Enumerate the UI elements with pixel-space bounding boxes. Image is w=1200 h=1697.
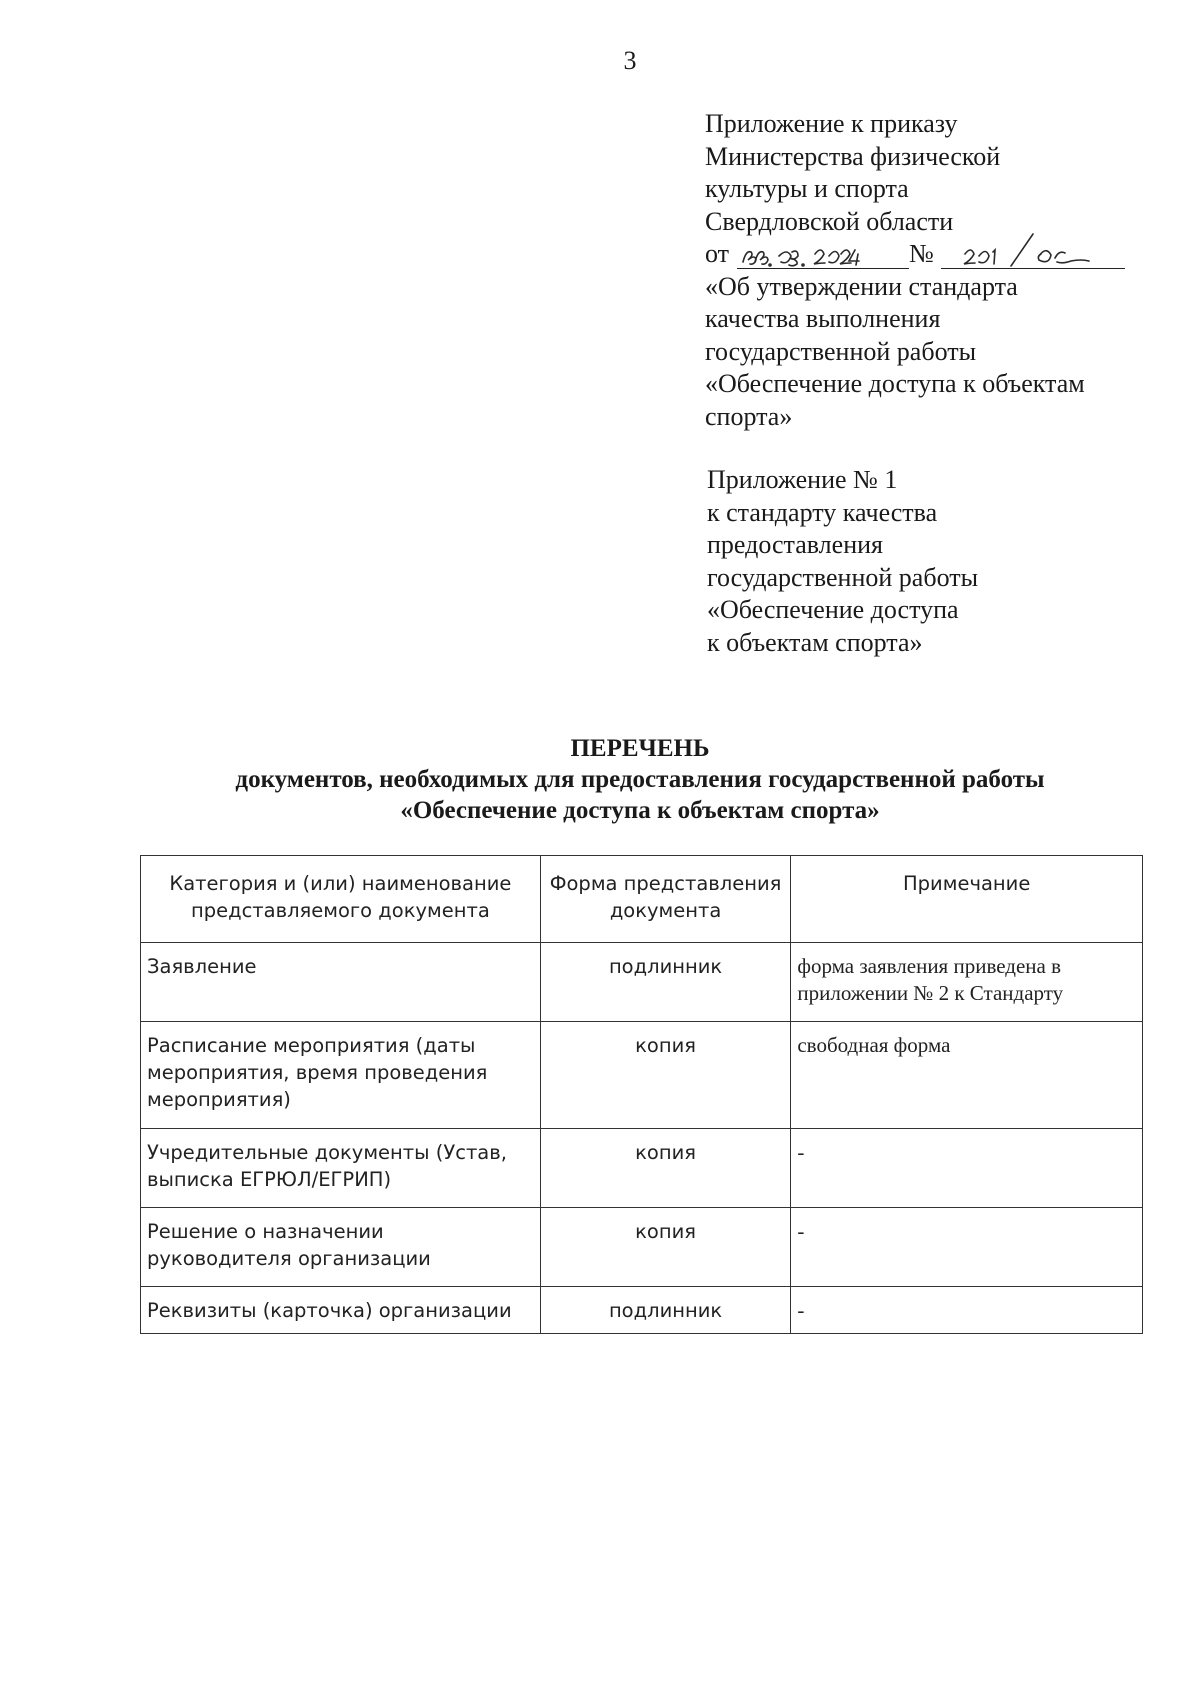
number-sign: № [909,239,934,268]
cell-category: Решение о назначении руководителя организации [141,1208,541,1287]
handwritten-date [737,240,909,269]
cell-category: Заявление [141,943,541,1022]
cell-category: Реквизиты (карточка) организации [141,1287,541,1334]
table-row [141,943,1143,1022]
annex-line: культуры и спорта [705,174,909,203]
cell-form: копия [540,1022,791,1129]
cell-form: копия [540,1129,791,1208]
cell-note: - [791,1287,1143,1334]
cell-note: - [791,1129,1143,1208]
annex-subject-line: государственной работы [705,336,977,366]
handwritten-number [941,240,1125,269]
table-row [141,1129,1143,1208]
title-line: документов, необходимых для предоставления государственной работы [235,766,1045,793]
annex-subject-line: качества выполнения [705,304,941,333]
table-row [141,1287,1143,1334]
header-form: Форма представления документа [540,856,791,943]
header-category: Категория и (или) наименование представляемого документа [141,856,541,943]
cell-category: Расписание мероприятия (даты мероприятия, время проведения мероприятия) [141,1022,541,1129]
annex-subject-line: «Обеспечение доступа к объектам [705,369,1085,398]
annex2-line: «Обеспечение доступа [707,595,959,624]
table-header-row [141,856,1143,943]
annex2-line: государственной работы [707,562,979,592]
standard-annex-block [707,464,1107,659]
page-number: 3 [623,46,637,75]
annex-line: Приложение к приказу [705,109,958,138]
cell-note: свободная форма [791,1022,1143,1129]
document-title [100,733,1180,826]
title-heading: ПЕРЕЧЕНЬ [570,735,710,762]
table-row [141,1208,1143,1287]
header-note: Примечание [791,856,1143,943]
cell-form: копия [540,1208,791,1287]
annex-subject-line: спорта» [705,401,793,431]
cell-note: форма заявления приведена в приложении № 2 к Стандарту [791,943,1143,1022]
documents-table [140,855,1143,1334]
order-annex-block [705,108,1145,433]
annex2-line: к стандарту качества [707,497,938,527]
annex-subject-line: «Об утверждении стандарта [705,271,1018,301]
annex2-line: к объектам спорта» [707,627,923,657]
annex2-line: предоставления [707,530,883,559]
cell-form: подлинник [540,1287,791,1334]
cell-form: подлинник [540,943,791,1022]
cell-note: - [791,1208,1143,1287]
cell-category: Учредительные документы (Устав, выписка ЕГРЮЛ/ЕГРИП) [141,1129,541,1208]
title-line: «Обеспечение доступа к объектам спорта» [400,797,880,824]
date-prefix: от [705,239,730,268]
annex-line: Министерства физической [705,141,1001,171]
annex-line: Свердловской области [705,206,954,236]
annex2-line: Приложение № 1 [707,465,898,494]
order-date-number-line [705,238,1145,271]
table-row [141,1022,1143,1129]
